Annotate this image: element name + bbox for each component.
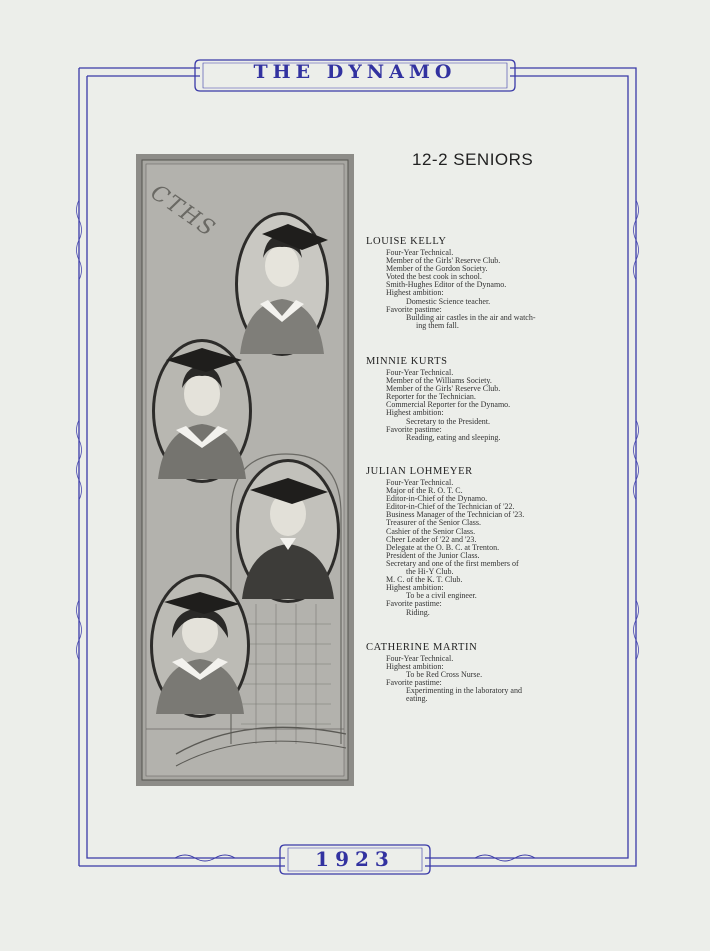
entry-line: Experimenting in the laboratory and: [406, 686, 522, 696]
entry-line: Reading, eating and sleeping.: [406, 432, 501, 442]
entry-line: Voted the best cook in school.: [386, 272, 482, 282]
entry-line: Member of the Girls' Reserve Club.: [386, 384, 501, 394]
senior-name: CATHERINE MARTIN: [366, 642, 478, 653]
entry-line: Delegate at the O. B. C. at Trenton.: [386, 542, 500, 552]
entry-line: Secretary and one of the first members of: [386, 558, 519, 568]
senior-entry: [366, 356, 606, 442]
senior-entry: [366, 466, 606, 617]
masthead-title: THE DYNAMO: [253, 61, 457, 83]
entry-line: Major of the R. O. T. C.: [386, 486, 463, 496]
entry-line: Editor-in-Chief of the Dynamo.: [386, 494, 488, 504]
entry-line: Highest ambition:: [386, 288, 444, 298]
entry-line: Editor-in-Chief of the Technician of '22.: [386, 502, 515, 512]
entry-line: Member of the Williams Society.: [386, 376, 492, 386]
entry-line: Four-Year Technical.: [386, 248, 454, 257]
section-title: 12-2 SENIORS: [412, 150, 534, 169]
entry-line: Highest ambition:: [386, 583, 444, 593]
entry-line: Favorite pastime:: [386, 424, 442, 434]
panel-monogram: CTHS: [145, 180, 221, 243]
entry-line: the Hi-Y Club.: [406, 567, 454, 577]
entry-line: Domestic Science teacher.: [406, 296, 491, 306]
entry-line: Cashier of the Senior Class.: [386, 526, 476, 536]
entry-line: Reporter for the Technician.: [386, 392, 476, 402]
entry-line: Favorite pastime:: [386, 304, 442, 314]
entry-line: Four-Year Technical.: [386, 478, 454, 487]
entry-line: Treasurer of the Senior Class.: [386, 518, 482, 528]
senior-name: JULIAN LOHMEYER: [366, 466, 473, 477]
entry-line: Four-Year Technical.: [386, 654, 454, 663]
entry-line: Highest ambition:: [386, 408, 444, 418]
entry-line: Riding.: [406, 607, 430, 617]
entry-line: President of the Junior Class.: [386, 550, 480, 560]
entry-line: Smith-Hughes Editor of the Dynamo.: [386, 280, 507, 290]
entry-line: Secretary to the President.: [406, 416, 490, 426]
entry-line: M. C. of the K. T. Club.: [386, 575, 463, 585]
entry-line: ing them fall.: [416, 320, 459, 330]
entry-line: Four-Year Technical.: [386, 368, 454, 377]
entry-line: Cheer Leader of '22 and '23.: [386, 534, 477, 544]
entry-line: To be Red Cross Nurse.: [406, 670, 483, 680]
entry-line: Building air castles in the air and watch-: [406, 312, 536, 322]
senior-name: MINNIE KURTS: [366, 356, 448, 367]
entry-line: Favorite pastime:: [386, 599, 442, 609]
footer-year: 1923: [315, 847, 395, 871]
senior-entry: [366, 642, 606, 704]
entry-line: Commercial Reporter for the Dynamo.: [386, 400, 511, 410]
entry-line: Member of the Gordon Society.: [386, 264, 488, 274]
entry-line: Favorite pastime:: [386, 678, 442, 688]
entry-line: eating.: [406, 694, 428, 704]
entry-line: To be a civil engineer.: [406, 591, 477, 601]
senior-photo-panel: [136, 154, 354, 786]
entry-line: Business Manager of the Technician of '23.: [386, 510, 525, 520]
entry-line: Highest ambition:: [386, 662, 444, 672]
senior-entry: [366, 236, 606, 330]
entry-line: Member of the Girls' Reserve Club.: [386, 256, 501, 266]
senior-name: LOUISE KELLY: [366, 236, 447, 247]
